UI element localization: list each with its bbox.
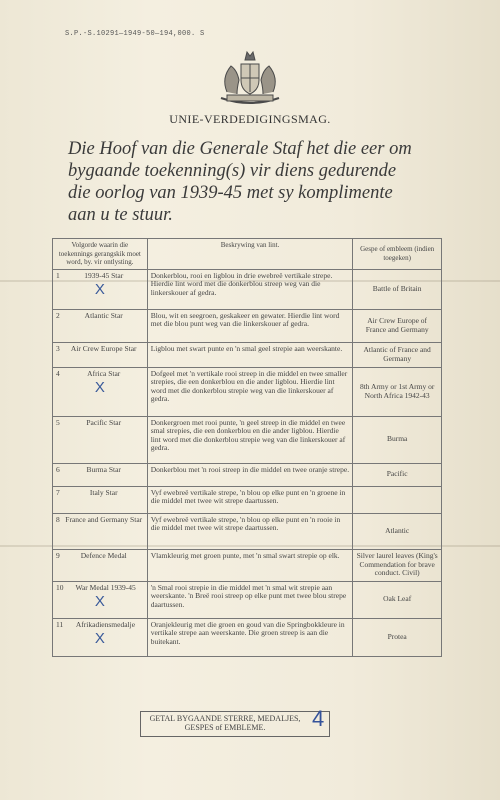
ribbon-description: Oranjekleurig met die groen en goud van die Springbokkleure in vertikale strepe aan weerskante. Die groen streep is aan die buitekant.: [147, 618, 353, 656]
award-cell: [53, 309, 148, 342]
award-cell: [53, 513, 148, 549]
table-row: [53, 513, 442, 549]
handwritten-mark: X: [94, 379, 105, 396]
table-row: [53, 269, 442, 309]
ribbon-description: Ligblou met swart punte en 'n smal geel strepie aan weerskante.: [147, 342, 353, 367]
clasp-cell: [353, 486, 442, 513]
award-cell: [53, 618, 148, 656]
award-number: 7: [56, 487, 60, 497]
award-number: 11: [56, 619, 64, 629]
award-number: 9: [56, 550, 60, 560]
award-cell: [53, 549, 148, 581]
ribbon-description: Blou, wit en seegroen, geskakeer en gewater. Hierdie lint word met die blou punt weg van die linkerskouer af gedra.: [147, 309, 353, 342]
total-box: [140, 711, 330, 737]
clasp-cell: Air Crew Europe of France and Germany: [353, 309, 442, 342]
table-row: [53, 618, 442, 656]
table-row: [53, 367, 442, 416]
total-label: GETAL BYGAANDE STERRE, MEDALJES, GESPES of EMBLEME.: [149, 714, 301, 732]
awards-table: [52, 238, 442, 657]
handwritten-mark: X: [94, 630, 105, 647]
clasp-cell: Atlantic: [353, 513, 442, 549]
clasp-cell: Protea: [353, 618, 442, 656]
column-header-description: Beskrywing van lint.: [147, 239, 353, 270]
clasp-cell: Oak Leaf: [353, 581, 442, 618]
clasp-cell: 8th Army or 1st Army or North Africa 1942-43: [353, 367, 442, 416]
clasp-cell: Silver laurel leaves (King's Commendation for brave conduct. Civil): [353, 549, 442, 581]
award-name: Afrikadiensmedalje: [75, 619, 136, 629]
award-name: Defence Medal: [80, 550, 127, 560]
award-cell: [53, 269, 148, 309]
award-name: Pacific Star: [86, 417, 122, 427]
award-number: 8: [56, 514, 60, 524]
award-number: 3: [56, 343, 60, 353]
award-number: 2: [56, 310, 60, 320]
ribbon-description: Dofgeel met 'n vertikale rooi streep in die middel en twee smaller strepies, die een donkerblou en die ander ligblou. Hierdie lint word met die donkerblou strepie weg van die linkerskouer af gedra.: [147, 367, 353, 416]
table-header-row: [53, 239, 442, 270]
coat-of-arms-icon: [215, 48, 285, 106]
award-name: War Medal 1939-45: [75, 582, 136, 592]
table-row: [53, 486, 442, 513]
ribbon-description: Vyf ewebreë vertikale strepe, 'n blou op elke punt en 'n rooie in die middel met twee wit strepe daartussen.: [147, 513, 353, 549]
award-name: Air Crew Europe Star: [70, 343, 137, 353]
table-row: [53, 342, 442, 367]
award-number: 4: [56, 368, 60, 378]
clasp-cell: Burma: [353, 416, 442, 463]
award-cell: [53, 367, 148, 416]
clasp-cell: Atlantic of France and Germany: [353, 342, 442, 367]
table-row: [53, 309, 442, 342]
award-name: Burma Star: [86, 464, 121, 474]
award-name: Atlantic Star: [84, 310, 123, 320]
award-number: 5: [56, 417, 60, 427]
award-number: 10: [56, 582, 64, 592]
table-row: [53, 463, 442, 486]
clasp-cell: Battle of Britain: [353, 269, 442, 309]
print-reference: S.P.-S.10291—1949-50—194,000. S: [65, 30, 205, 38]
handwritten-mark: X: [94, 593, 105, 610]
force-name: UNIE-VERDEDIGINGSMAG.: [169, 112, 331, 126]
handwritten-mark: X: [94, 281, 105, 298]
ribbon-description: Donkergroen met rooi punte, 'n geel streep in die middel en twee smal strepies, die een donkerblou en die ander ligblou. Hierdie lint word met die donkerblou strepie weg van die linkerskouer af gedra.: [147, 416, 353, 463]
ribbon-description: 'n Smal rooi strepie in die middel met 'n smal wit strepie aan weerskante. 'n Breë rooi streep op elke punt met twee blou strepe daartussen.: [147, 581, 353, 618]
ribbon-description: Donkerblou met 'n rooi streep in die middel en twee oranje strepe.: [147, 463, 353, 486]
award-name: Italy Star: [89, 487, 118, 497]
ribbon-description: Donkerblou, rooi en ligblou in drie ewebreë vertikale strepe. Hierdie lint word met die donkerblou streep weg van die linkerskouer af gedra.: [147, 269, 353, 309]
award-cell: [53, 486, 148, 513]
award-cell: [53, 416, 148, 463]
award-name: Africa Star: [87, 368, 121, 378]
award-cell: [53, 463, 148, 486]
table-row: [53, 416, 442, 463]
table-row: [53, 581, 442, 618]
column-header-clasp: Gespe of embleem (indien toegeken): [353, 239, 442, 270]
ribbon-description: Vyf ewebreë vertikale strepe, 'n blou op elke punt en 'n groene in die middel met twee wit strepe daartussen.: [147, 486, 353, 513]
award-name: 1939-45 Star: [84, 270, 124, 280]
award-cell: [53, 581, 148, 618]
intro-text: Die Hoof van die Generale Staf het die eer om bygaande toekenning(s) vir diens gedurende die oorlog van 1939-45 met sy komplimente aan u te stuur.: [68, 139, 412, 225]
column-header-order: Volgorde waarin die toekennings gerangskik moet word, by. vir ontlysting.: [53, 239, 148, 270]
clasp-cell: Pacific: [353, 463, 442, 486]
table-row: [53, 549, 442, 581]
award-number: 1: [56, 270, 60, 280]
award-number: 6: [56, 464, 60, 474]
award-name: France and Germany Star: [65, 514, 143, 524]
award-cell: [53, 342, 148, 367]
ribbon-description: Vlamkleurig met groen punte, met 'n smal swart strepie op elk.: [147, 549, 353, 581]
total-value: 4: [312, 706, 325, 731]
